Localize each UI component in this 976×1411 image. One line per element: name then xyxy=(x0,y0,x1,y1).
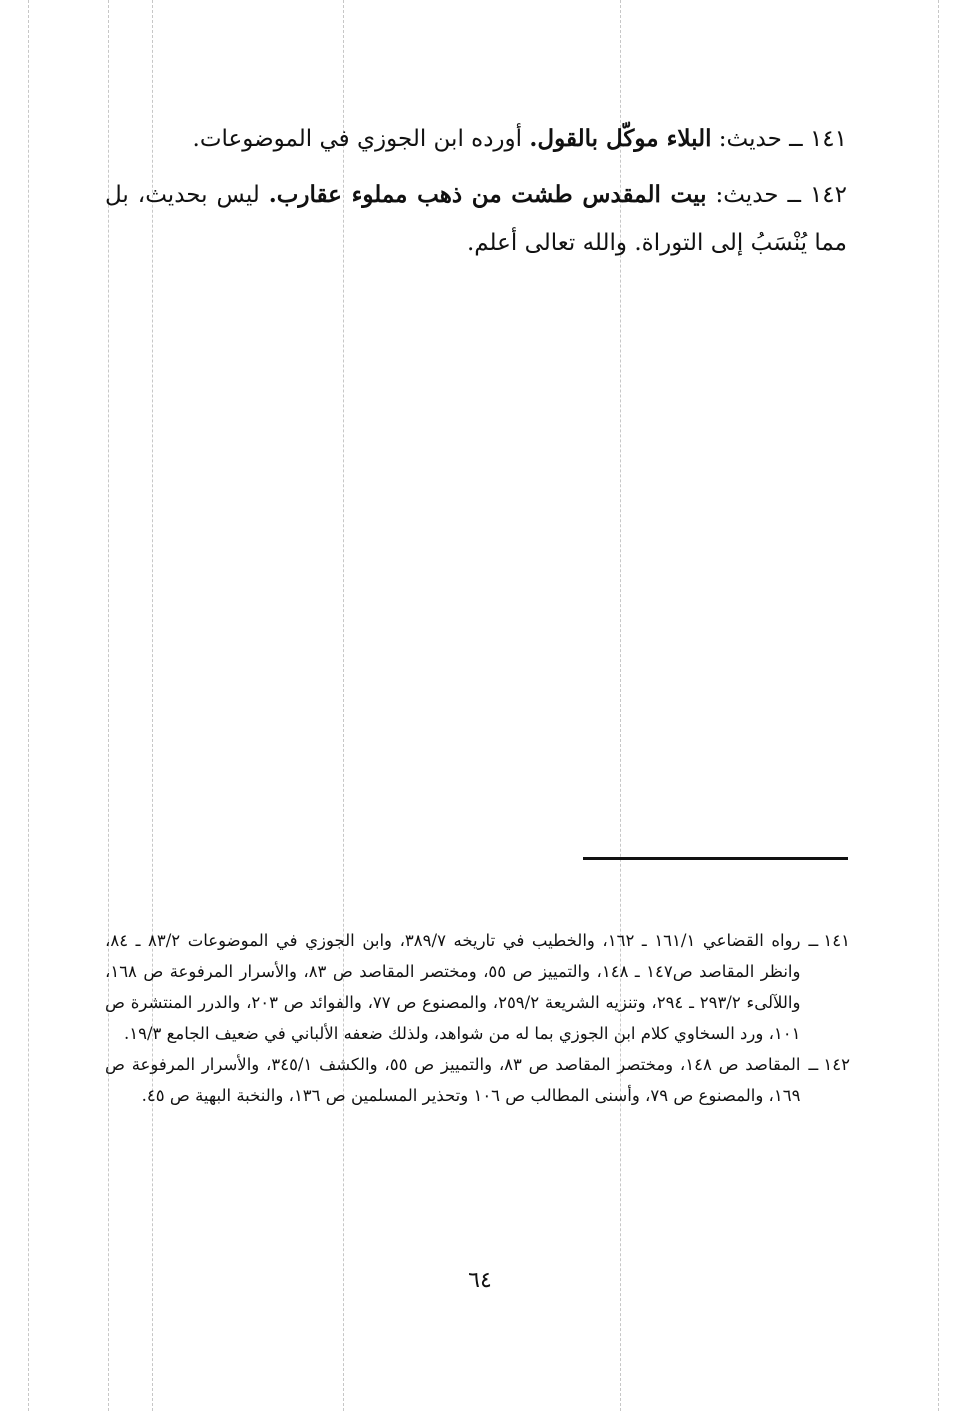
page-number: ٦٤ xyxy=(468,1268,492,1293)
scan-artifact-line xyxy=(938,0,939,1411)
entry-142 xyxy=(105,171,847,267)
entry-commentary: ليس بحديث، بل مما يُنْسَبُ إلى التوراة. والله تعالى أعلم. xyxy=(105,182,847,256)
hadith-text: بيت المقدس طشت من ذهب مملوء عقارب. xyxy=(268,181,707,208)
hadith-text: البلاء موكّل بالقول. xyxy=(529,125,712,152)
footnote-separator xyxy=(583,857,848,860)
scan-artifact-line xyxy=(28,0,29,1411)
entry-prefix: حديث: xyxy=(718,126,782,152)
footnote-number: ١٤٢ ــ xyxy=(808,1055,850,1074)
footnote-text: المقاصد ص ١٤٨، ومختصر المقاصد ص ٨٣، والتمييز ص ٥٥، والكشف ٣٤٥/١، والأسرار المرفوعة ص ١٦٩، والمصنوع ص ٧٩، وأسنى المطالب ص ١٠٦ وتحذير المسلمين ص ١٣٦، والنخبة البهية ص ٤٥. xyxy=(105,1055,801,1105)
footnote-text: رواه القضاعي ١٦١/١ ـ ١٦٢، والخطيب في تاريخه ٣٨٩/٧، وابن الجوزي في الموضوعات ٨٣/٢ ـ ٨٤، وانظر المقاصد ص١٤٧ ـ ١٤٨، والتمييز ص ٥٥، ومختصر المقاصد ص ٨٣، والأسرار المرفوعة ص ١٦٨، واللآلىء ٢٩٣/٢ ـ ٢٩٤، وتنزيه الشريعة ٢٥٩/٢، والمصنوع ص ٧٧، والفوائد ص ٢٠٣، والدرر المنتشرة ص ١٠١، ورد السخاوي كلام ابن الجوزي بما له من شواهد، ولذلك ضعفه الألباني في ضعيف الجامع ١٩/٣. xyxy=(105,931,801,1043)
entry-number: ١٤١ ــ xyxy=(789,126,847,152)
footnote-number: ١٤١ ــ xyxy=(808,931,850,950)
entry-prefix: حديث: xyxy=(715,182,779,208)
footnotes xyxy=(105,925,850,1111)
main-text xyxy=(105,115,847,275)
footnote-142 xyxy=(105,1049,850,1111)
entry-141 xyxy=(105,115,847,163)
entry-number: ١٤٢ ــ xyxy=(787,182,848,208)
footnote-141 xyxy=(105,925,850,1049)
entry-commentary: أورده ابن الجوزي في الموضوعات. xyxy=(192,126,523,152)
